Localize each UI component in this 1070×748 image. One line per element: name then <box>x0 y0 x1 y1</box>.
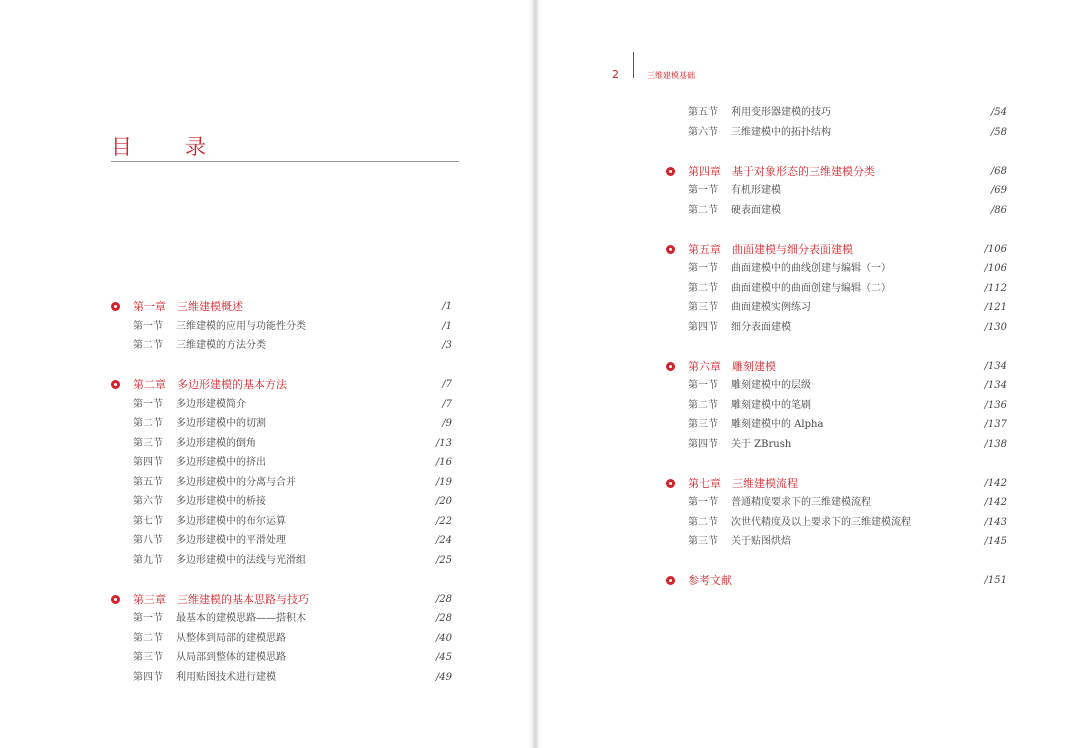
chapter-bullet-icon <box>666 167 675 176</box>
page-number: 2 <box>612 68 619 81</box>
toc-right-column <box>666 103 1007 591</box>
section-page-number: /138 <box>984 438 1007 450</box>
section-title: 曲面建模实例练习 <box>731 302 811 313</box>
chapter-title: 三维建模流程 <box>732 476 798 490</box>
chapter-title: 曲面建模与细分表面建模 <box>732 242 853 256</box>
section-label: 第七节 <box>133 515 163 527</box>
section-entry[interactable] <box>111 648 452 668</box>
section-title: 多边形建模中的法线与光滑组 <box>176 554 306 566</box>
section-label: 第一节 <box>133 398 163 410</box>
chapter-entry[interactable] <box>666 162 1007 182</box>
toc-title: 目 录 <box>111 135 222 159</box>
section-entry[interactable] <box>111 473 452 493</box>
section-label: 第三节 <box>133 652 163 663</box>
section-title: 曲面建模中的曲面创建与编辑（二） <box>731 282 891 294</box>
chapter-label: 第一章 <box>133 300 166 313</box>
chapter-page-number: /28 <box>435 593 452 605</box>
chapter-title: 基于对象形态的三维建模分类 <box>732 164 875 178</box>
chapter-page-number: /142 <box>984 477 1007 489</box>
section-title: 有机形建模 <box>731 185 781 196</box>
chapter-label: 第七章 <box>688 476 721 490</box>
chapter-entry[interactable] <box>666 571 1007 591</box>
section-title: 最基本的建模思路——搭积木 <box>176 613 306 624</box>
section-page-number: /106 <box>984 263 1007 274</box>
section-page-number: /49 <box>435 671 452 683</box>
toc-chapter-group <box>666 474 1007 552</box>
toc-chapter-group <box>666 162 1007 221</box>
section-entry[interactable] <box>111 551 452 571</box>
section-entry[interactable] <box>111 453 452 473</box>
section-entry[interactable] <box>666 279 1007 299</box>
section-label: 第一节 <box>133 613 163 624</box>
section-entry[interactable] <box>111 336 452 356</box>
section-label: 第二节 <box>688 282 718 294</box>
section-label: 第四节 <box>688 321 718 333</box>
section-title: 硬表面建模 <box>731 204 781 216</box>
header-divider <box>633 52 634 78</box>
book-gutter <box>528 0 542 748</box>
section-page-number: /69 <box>990 185 1007 196</box>
section-label: 第八节 <box>133 535 163 546</box>
chapter-page-number: /151 <box>984 575 1007 586</box>
section-label: 第二节 <box>133 418 163 429</box>
section-title: 多边形建模的倒角 <box>176 437 256 449</box>
section-title: 三维建模的应用与功能性分类 <box>176 320 306 332</box>
section-title: 细分表面建模 <box>731 321 791 333</box>
section-page-number: /134 <box>984 380 1007 391</box>
section-title: 三维建模的方法分类 <box>176 340 266 351</box>
chapter-entry[interactable] <box>666 357 1007 377</box>
chapter-page-number: /68 <box>990 165 1007 177</box>
section-label: 第一节 <box>688 185 718 196</box>
section-entry[interactable] <box>666 259 1007 279</box>
section-page-number: /20 <box>435 496 452 507</box>
section-label: 第二节 <box>688 399 718 411</box>
chapter-title: 三维建模概述 <box>177 300 243 313</box>
chapter-entry[interactable] <box>111 375 452 395</box>
section-page-number: /145 <box>984 536 1007 547</box>
section-label: 第一节 <box>133 320 163 332</box>
section-page-number: /112 <box>984 282 1007 294</box>
chapter-bullet-icon <box>111 595 120 604</box>
section-label: 第四节 <box>133 671 163 683</box>
chapter-bullet-icon <box>666 576 675 585</box>
chapter-page-number: /134 <box>984 360 1007 372</box>
section-label: 第五节 <box>133 476 163 488</box>
chapter-title: 雕刻建模 <box>732 359 776 373</box>
section-page-number: /58 <box>990 126 1007 138</box>
section-label: 第二节 <box>688 516 718 528</box>
toc-left-column <box>111 297 452 687</box>
section-page-number: /24 <box>435 535 452 546</box>
section-label: 第二节 <box>133 340 163 351</box>
section-entry[interactable] <box>666 318 1007 338</box>
section-page-number: /16 <box>435 457 452 468</box>
section-label: 第三节 <box>688 419 718 430</box>
section-page-number: /7 <box>442 398 452 410</box>
section-entry[interactable] <box>666 376 1007 396</box>
title-underline <box>111 161 459 162</box>
chapter-bullet-icon <box>666 362 675 371</box>
section-page-number: /136 <box>984 399 1007 411</box>
section-entry[interactable] <box>666 435 1007 455</box>
section-page-number: /25 <box>435 554 452 566</box>
section-title: 多边形建模中的切割 <box>176 418 266 429</box>
section-entry[interactable] <box>666 396 1007 416</box>
section-label: 第三节 <box>688 302 718 313</box>
chapter-title: 多边形建模的基本方法 <box>177 378 287 391</box>
toc-chapter-group <box>666 571 1007 591</box>
section-title: 多边形建模中的挤出 <box>176 457 266 468</box>
section-entry[interactable] <box>111 629 452 649</box>
chapter-label: 第六章 <box>688 359 721 373</box>
section-label: 第六节 <box>688 126 718 138</box>
chapter-entry[interactable] <box>666 240 1007 260</box>
section-page-number: /13 <box>435 437 452 449</box>
section-title: 关于 ZBrush <box>731 438 792 450</box>
section-title: 多边形建模中的布尔运算 <box>176 515 286 527</box>
section-entry[interactable] <box>666 415 1007 435</box>
section-entry[interactable] <box>666 123 1007 143</box>
section-page-number: /45 <box>435 652 452 663</box>
section-entry[interactable] <box>666 103 1007 123</box>
chapter-label: 第五章 <box>688 242 721 256</box>
chapter-bullet-icon <box>666 245 675 254</box>
toc-chapter-group <box>666 103 1007 142</box>
section-page-number: /121 <box>984 302 1007 313</box>
section-title: 曲面建模中的曲线创建与编辑（一） <box>731 263 891 274</box>
chapter-bullet-icon <box>111 380 120 389</box>
toc-chapter-group <box>666 357 1007 455</box>
section-page-number: /143 <box>984 516 1007 528</box>
chapter-title: 参考文献 <box>688 574 732 587</box>
section-title: 三维建模中的拓扑结构 <box>731 126 831 138</box>
section-title: 雕刻建模中的笔刷 <box>731 399 811 411</box>
section-entry[interactable] <box>111 609 452 629</box>
section-title: 次世代精度及以上要求下的三维建模流程 <box>731 516 911 528</box>
section-entry[interactable] <box>666 532 1007 552</box>
section-title: 多边形建模中的平滑处理 <box>176 535 286 546</box>
section-label: 第一节 <box>688 263 718 274</box>
section-page-number: /54 <box>990 107 1007 118</box>
section-entry[interactable] <box>111 512 452 532</box>
section-label: 第三节 <box>133 437 163 449</box>
chapter-entry[interactable] <box>111 297 452 317</box>
section-page-number: /40 <box>435 632 452 644</box>
section-label: 第二节 <box>133 632 163 644</box>
section-entry[interactable] <box>666 181 1007 201</box>
section-entry[interactable] <box>111 414 452 434</box>
section-title: 利用贴图技术进行建模 <box>176 671 276 683</box>
section-title: 多边形建模中的分离与合并 <box>176 476 296 488</box>
section-page-number: /142 <box>984 497 1007 508</box>
section-label: 第五节 <box>688 107 718 118</box>
toc-chapter-group <box>666 240 1007 338</box>
section-title: 多边形建模简介 <box>176 398 246 410</box>
section-title: 普通精度要求下的三维建模流程 <box>731 497 871 508</box>
section-title: 雕刻建模中的 Alpha <box>731 419 824 430</box>
section-title: 雕刻建模中的层级 <box>731 380 811 391</box>
section-entry[interactable] <box>111 434 452 454</box>
chapter-bullet-icon <box>666 479 675 488</box>
section-title: 多边形建模中的桥接 <box>176 496 266 507</box>
section-label: 第四节 <box>688 438 718 450</box>
section-page-number: /86 <box>990 204 1007 216</box>
chapter-label: 第二章 <box>133 378 166 391</box>
section-entry[interactable] <box>666 513 1007 533</box>
section-page-number: /9 <box>442 418 452 429</box>
chapter-page-number: /106 <box>984 243 1007 255</box>
section-entry[interactable] <box>111 531 452 551</box>
section-entry[interactable] <box>666 493 1007 513</box>
section-label: 第六节 <box>133 496 163 507</box>
toc-chapter-group <box>111 590 452 688</box>
section-entry[interactable] <box>111 395 452 415</box>
section-page-number: /22 <box>435 515 452 527</box>
section-entry[interactable] <box>111 668 452 688</box>
section-entry[interactable] <box>111 317 452 337</box>
section-label: 第三节 <box>688 536 718 547</box>
section-title: 关于贴图烘焙 <box>731 536 791 547</box>
chapter-label: 第三章 <box>133 592 166 606</box>
section-label: 第四节 <box>133 457 163 468</box>
toc-chapter-group <box>111 297 452 356</box>
chapter-page-number: /1 <box>442 301 452 312</box>
chapter-label: 第四章 <box>688 164 721 178</box>
section-label: 第二节 <box>688 204 718 216</box>
toc-chapter-group <box>111 375 452 570</box>
running-title: 三维建模基础 <box>647 71 695 80</box>
chapter-page-number: /7 <box>442 379 452 390</box>
section-page-number: /3 <box>442 340 452 351</box>
section-page-number: /1 <box>442 320 452 332</box>
section-entry[interactable] <box>666 201 1007 221</box>
section-entry[interactable] <box>111 492 452 512</box>
section-title: 利用变形器建模的技巧 <box>731 107 831 118</box>
section-title: 从整体到局部的建模思路 <box>176 632 286 644</box>
chapter-title: 三维建模的基本思路与技巧 <box>177 592 309 606</box>
section-page-number: /130 <box>984 321 1007 333</box>
section-label: 第一节 <box>688 497 718 508</box>
section-title: 从局部到整体的建模思路 <box>176 652 286 663</box>
chapter-entry[interactable] <box>111 590 452 610</box>
chapter-bullet-icon <box>111 302 120 311</box>
section-label: 第一节 <box>688 380 718 391</box>
section-label: 第九节 <box>133 554 163 566</box>
section-page-number: /137 <box>984 419 1007 430</box>
section-entry[interactable] <box>666 298 1007 318</box>
section-page-number: /19 <box>435 476 452 488</box>
section-page-number: /28 <box>435 613 452 624</box>
chapter-entry[interactable] <box>666 474 1007 494</box>
